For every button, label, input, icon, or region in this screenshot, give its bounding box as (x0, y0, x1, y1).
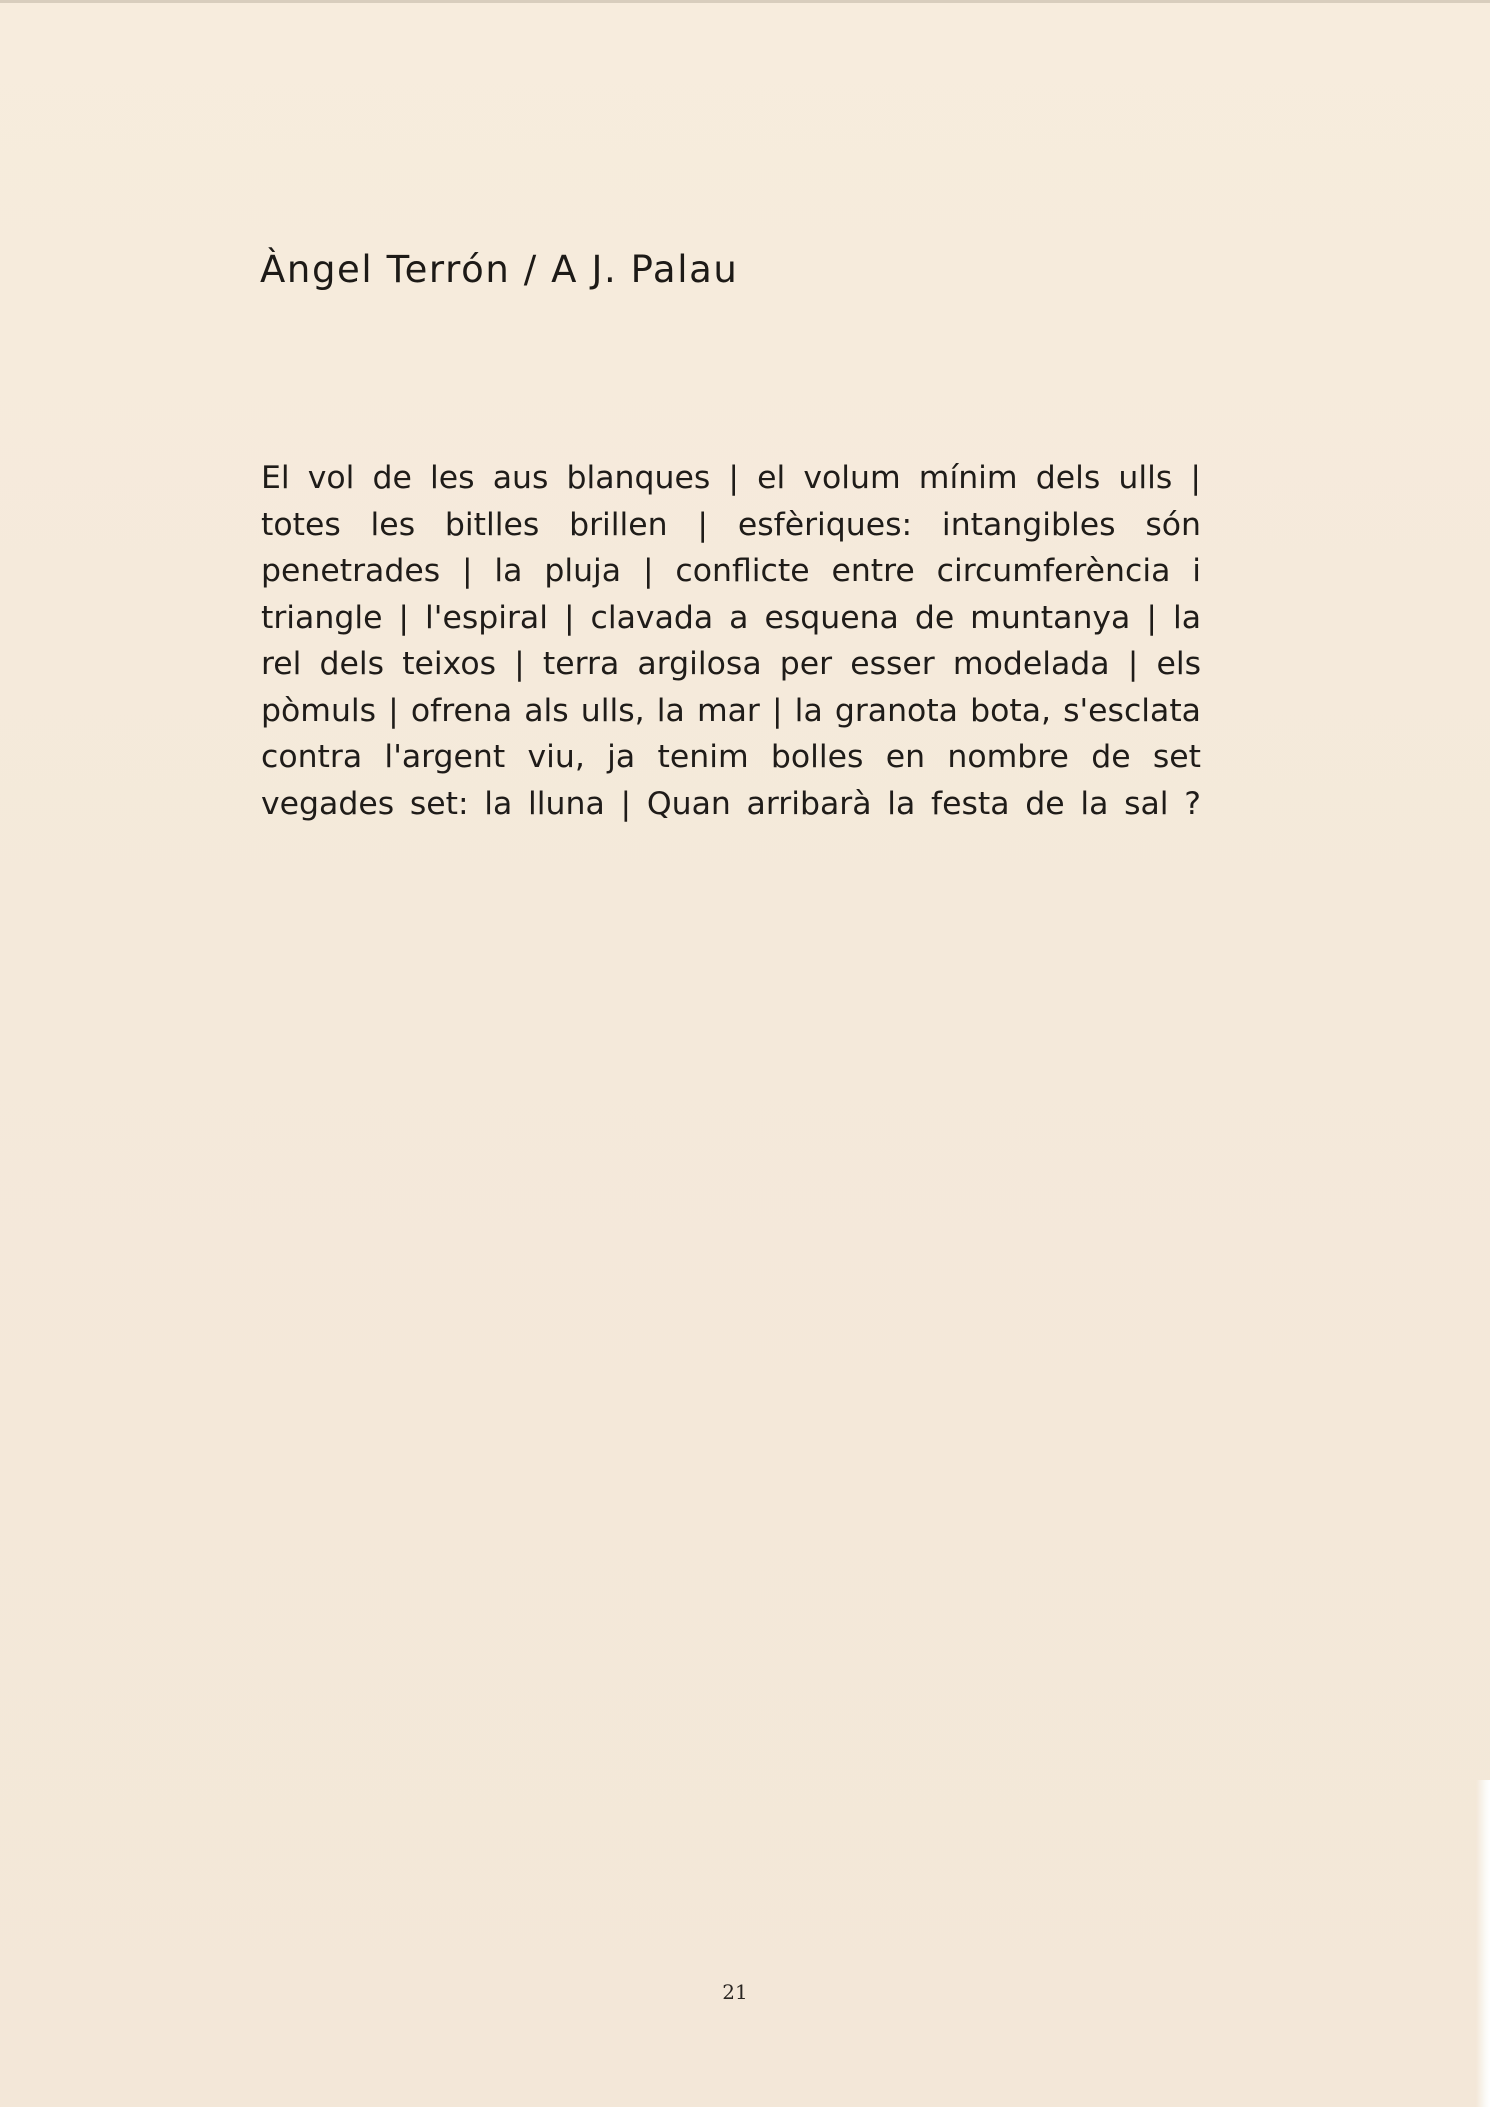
author-heading: Àngel Terrón / A J. Palau (260, 248, 739, 291)
poem-line: vegades set: la lluna | Quan arribarà la festa de la sal ? (261, 785, 1201, 822)
poem-line: triangle | l'espiral | clavada a esquena de muntanya | la (261, 599, 1201, 636)
poem-line: El vol de les aus blanques | el volum mínim dels ulls | (261, 460, 1201, 496)
poem-line: rel dels teixos | terra argilosa per esser modelada | els (261, 646, 1201, 682)
page-top-edge (0, 0, 1490, 3)
page-right-edge (1476, 1780, 1490, 2107)
poem-text (261, 455, 1201, 827)
poem-line: totes les bitlles brillen | esfèriques: intangibles són (261, 506, 1201, 543)
page-number: 21 (722, 1980, 748, 2004)
poem-line: penetrades | la pluja | conflicte entre circumferència i (261, 553, 1201, 589)
poem-line: pòmuls | ofrena als ulls, la mar | la granota bota, s'esclata (261, 692, 1201, 729)
poem-line: contra l'argent viu, ja tenim bolles en nombre de set (261, 739, 1201, 775)
